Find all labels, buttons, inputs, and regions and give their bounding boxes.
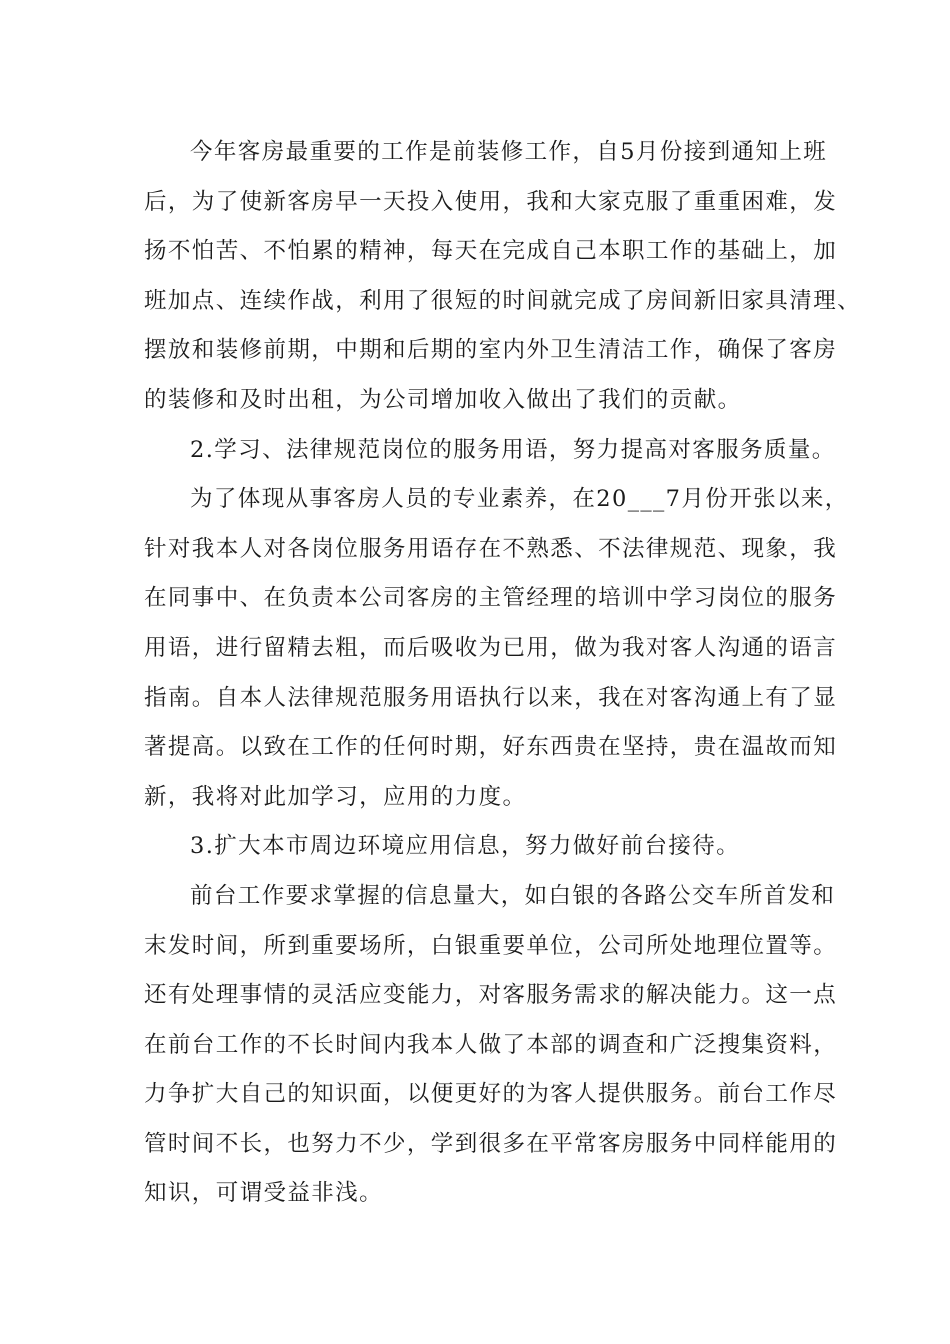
text-line: 指南。自本人法律规范服务用语执行以来，我在对客沟通上有了显 xyxy=(144,684,838,711)
text-line: 著提高。以致在工作的任何时期，好东西贵在坚持，贵在温故而知 xyxy=(144,734,838,761)
paragraph-renovation xyxy=(144,128,862,426)
text-line: 后，为了使新客房早一天投入使用，我和大家克服了重重困难，发 xyxy=(144,188,838,215)
paragraph-service-language xyxy=(144,475,849,822)
text-line: 力争扩大自己的知识面，以便更好的为客人提供服务。前台工作尽 xyxy=(144,1081,838,1108)
section-heading: 2.学习、法律规范岗位的服务用语，努力提高对客服务质量。 xyxy=(190,436,836,463)
heading-front-desk xyxy=(144,822,814,872)
text-line: 末发时间，所到重要场所，白银重要单位，公司所处地理位置等。 xyxy=(144,932,838,959)
text-line: 为了体现从事客房人员的专业素养，在20___7月份开张以来， xyxy=(190,486,849,513)
text-line: 前台工作要求掌握的信息量大，如白银的各路公交车所首发和 xyxy=(190,882,836,909)
text-line: 还有处理事情的灵活应变能力，对客服务需求的解决能力。这一点 xyxy=(144,982,838,1009)
text-line: 针对我本人对各岗位服务用语存在不熟悉、不法律规范、现象，我 xyxy=(144,535,838,562)
heading-service-language xyxy=(144,426,836,476)
text-line: 用语，进行留精去粗，而后吸收为已用，做为我对客人沟通的语言 xyxy=(144,634,838,661)
text-line: 的装修和及时出租，为公司增加收入做出了我们的贡献。 xyxy=(144,386,742,413)
paragraph-front-desk xyxy=(144,872,838,1219)
text-line: 在前台工作的不长时间内我本人做了本部的调查和广泛搜集资料， xyxy=(144,1031,838,1058)
text-line: 今年客房最重要的工作是前装修工作，自5月份接到通知上班 xyxy=(190,139,828,165)
text-line: 摆放和装修前期，中期和后期的室内外卫生清洁工作，确保了客房 xyxy=(144,337,838,364)
text-line: 新，我将对此加学习，应用的力度。 xyxy=(144,783,527,810)
text-line: 班加点、连续作战，利用了很短的时间就完成了房间新旧家具清理、 xyxy=(144,287,862,314)
text-line: 扬不怕苦、不怕累的精神，每天在完成自己本职工作的基础上，加 xyxy=(144,238,838,265)
text-line: 管时间不长，也努力不少，学到很多在平常客房服务中同样能用的 xyxy=(144,1130,838,1157)
text-line: 知识，可谓受益非浅。 xyxy=(144,1180,384,1207)
document-body xyxy=(144,128,862,1219)
section-heading: 3.扩大本市周边环境应用信息，努力做好前台接待。 xyxy=(190,833,741,860)
text-line: 在同事中、在负责本公司客房的主管经理的培训中学习岗位的服务 xyxy=(144,585,838,612)
